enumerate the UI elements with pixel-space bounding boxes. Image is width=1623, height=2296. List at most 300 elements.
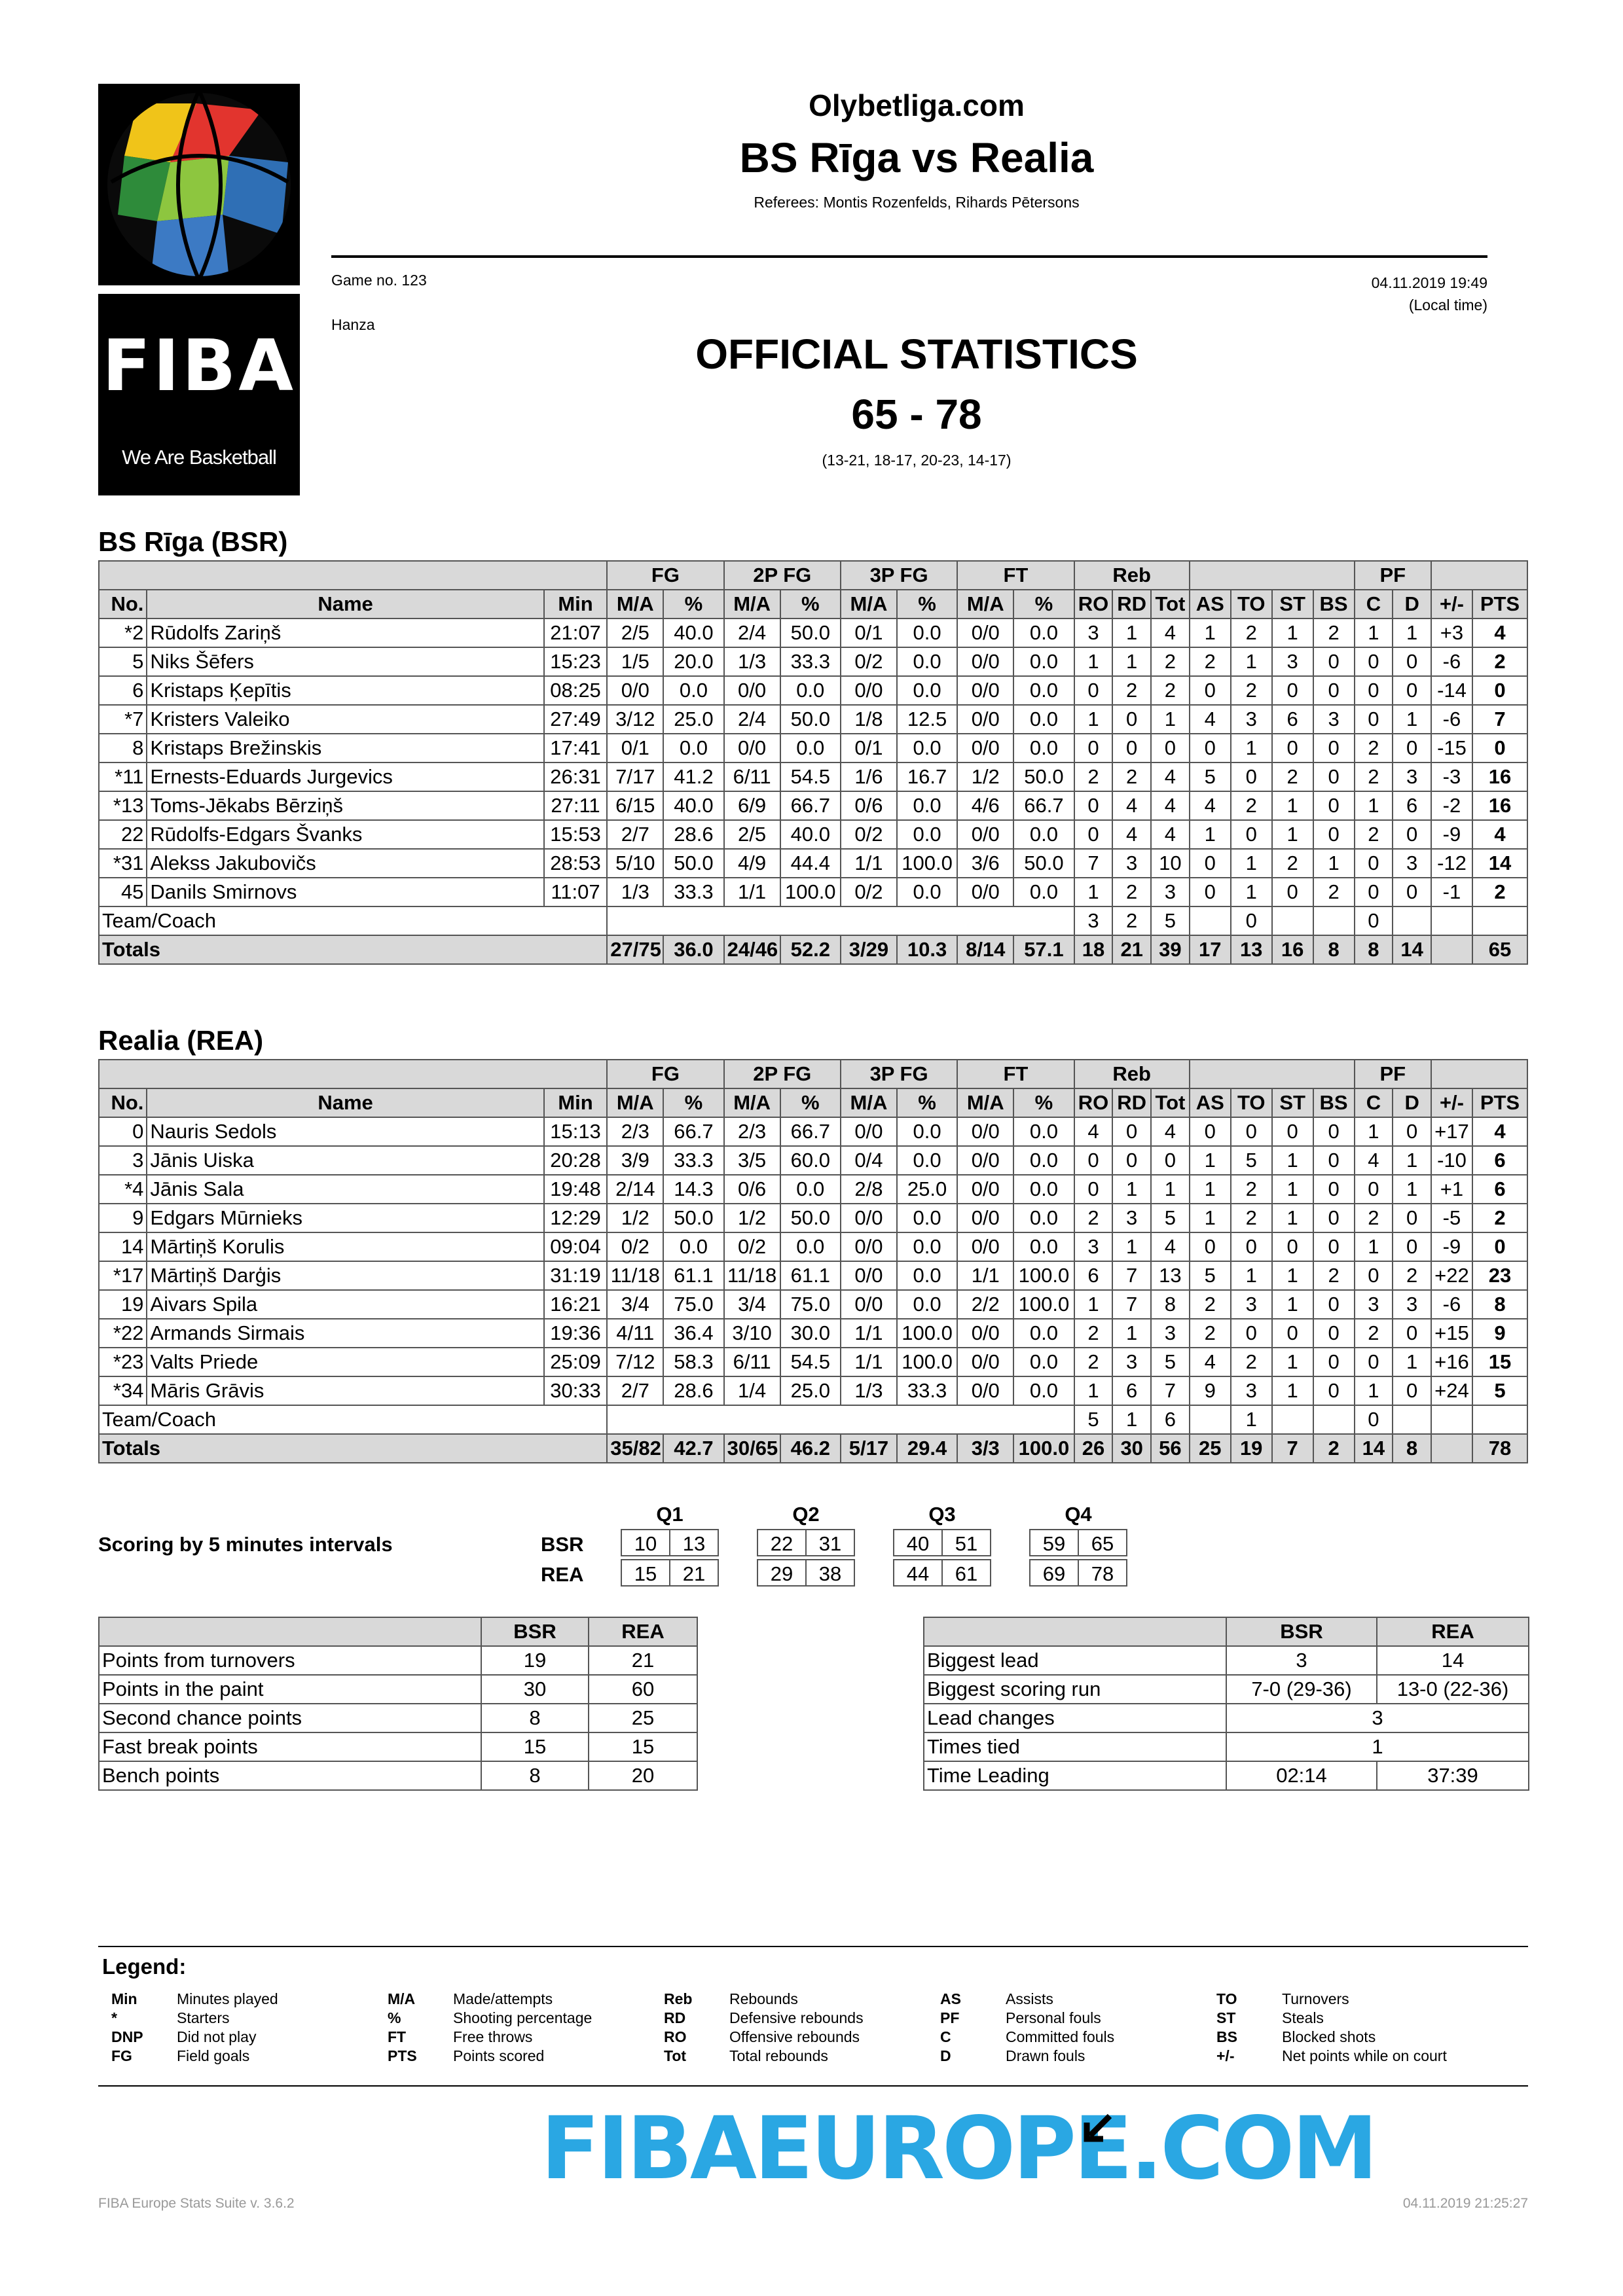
column-header: BSR	[481, 1617, 589, 1646]
2p-made-attempted: 3/10	[724, 1319, 780, 1348]
stat-row	[99, 1704, 697, 1732]
venue: Hanza	[331, 316, 375, 333]
total-turnovers: 13	[1231, 935, 1272, 964]
fouls-drawn	[1393, 1405, 1431, 1434]
2p-pct: 100.0	[780, 878, 841, 906]
player-row	[99, 1348, 1527, 1376]
player-number: *17	[99, 1261, 147, 1290]
assists: 2	[1190, 1290, 1231, 1319]
blocked-shots: 0	[1313, 1232, 1355, 1261]
defensive-rebounds: 1	[1112, 1232, 1151, 1261]
total-rebounds: 10	[1151, 849, 1190, 878]
column-header: BS	[1313, 590, 1355, 619]
player-row	[99, 676, 1527, 705]
fg-made-attempted: 1/3	[607, 878, 663, 906]
defensive-rebounds: 1	[1112, 619, 1151, 647]
player-number: 14	[99, 1232, 147, 1261]
points: 4	[1472, 619, 1527, 647]
defensive-rebounds: 1	[1112, 1319, 1151, 1348]
column-header	[99, 1617, 481, 1646]
3p-made-attempted: 1/3	[841, 1376, 897, 1405]
2p-made-attempted: 0/2	[724, 1232, 780, 1261]
steals: 1	[1272, 1146, 1313, 1175]
assists: 4	[1190, 791, 1231, 820]
player-row	[99, 791, 1527, 820]
stat-row	[924, 1732, 1529, 1761]
2p-pct: 0.0	[780, 676, 841, 705]
stat-value-rea: 37:39	[1377, 1761, 1529, 1790]
player-number: *22	[99, 1319, 147, 1348]
blocked-shots: 0	[1313, 762, 1355, 791]
ft-pct: 0.0	[1013, 647, 1074, 676]
total-rebounds: 5	[1151, 1348, 1190, 1376]
blocked-shots: 0	[1313, 791, 1355, 820]
fg-made-attempted: 2/14	[607, 1175, 663, 1204]
basketball-icon	[98, 84, 300, 285]
3p-made-attempted: 0/1	[841, 734, 897, 762]
legend-code: C	[940, 2028, 951, 2045]
2p-pct: 66.7	[780, 1117, 841, 1146]
stat-value-rea: 21	[589, 1646, 697, 1675]
total-rebounds: 5	[1151, 906, 1190, 935]
player-name: Aivars Spila	[147, 1290, 543, 1319]
points: 16	[1472, 791, 1527, 820]
fouls-drawn: 1	[1393, 1348, 1431, 1376]
stat-value-rea: 14	[1377, 1646, 1529, 1675]
fouls-committed: 3	[1355, 1290, 1393, 1319]
legend-code: TO	[1216, 1990, 1237, 2007]
stat-row	[99, 1761, 697, 1790]
min: 19:48	[544, 1175, 608, 1204]
game-datetime	[1178, 272, 1487, 316]
column-header: M/A	[724, 1088, 780, 1117]
assists: 4	[1190, 1348, 1231, 1376]
ft-pct: 50.0	[1013, 762, 1074, 791]
steals: 0	[1272, 1117, 1313, 1146]
player-row	[99, 1261, 1527, 1290]
total-rebounds: 7	[1151, 1376, 1190, 1405]
turnovers: 1	[1231, 878, 1272, 906]
header-3p: 3P FG	[841, 561, 957, 590]
header-cell	[99, 1060, 607, 1088]
ft-pct: 0.0	[1013, 1146, 1074, 1175]
player-name: Mārtiņš Korulis	[147, 1232, 543, 1261]
blocked-shots: 0	[1313, 1290, 1355, 1319]
legend-description: Minutes played	[177, 1990, 278, 2007]
points	[1472, 906, 1527, 935]
stat-value-rea: 15	[589, 1732, 697, 1761]
turnovers: 2	[1231, 676, 1272, 705]
2p-pct: 61.1	[780, 1261, 841, 1290]
plus-minus: +15	[1431, 1319, 1472, 1348]
turnovers: 0	[1231, 1232, 1272, 1261]
stat-label: Lead changes	[924, 1704, 1226, 1732]
offensive-rebounds: 7	[1074, 849, 1113, 878]
total-rebounds: 4	[1151, 619, 1190, 647]
3p-made-attempted: 1/1	[841, 849, 897, 878]
total-offensive-rebounds: 18	[1074, 935, 1113, 964]
3p-made-attempted: 0/0	[841, 1261, 897, 1290]
legend-code: FG	[111, 2047, 132, 2064]
3p-made-attempted: 0/2	[841, 878, 897, 906]
player-row	[99, 734, 1527, 762]
3p-pct: 100.0	[897, 1348, 957, 1376]
total-3p-made-attempted: 5/17	[841, 1434, 897, 1463]
column-header: M/A	[957, 1088, 1013, 1117]
points: 9	[1472, 1319, 1527, 1348]
min: 31:19	[544, 1261, 608, 1290]
player-row	[99, 1175, 1527, 1204]
header-fg: FG	[607, 561, 723, 590]
header-ft: FT	[957, 1060, 1074, 1088]
turnovers: 3	[1231, 1290, 1272, 1319]
player-number: 8	[99, 734, 147, 762]
stat-value-rea: 13-0 (22-36)	[1377, 1675, 1529, 1704]
column-header: %	[780, 1088, 841, 1117]
header-divider	[331, 255, 1487, 258]
player-row	[99, 1232, 1527, 1261]
turnovers: 0	[1231, 1117, 1272, 1146]
3p-pct: 0.0	[897, 1290, 957, 1319]
legend-description: Free throws	[453, 2028, 533, 2045]
fouls-committed: 1	[1355, 1376, 1393, 1405]
player-number: *34	[99, 1376, 147, 1405]
fg-made-attempted: 3/4	[607, 1290, 663, 1319]
fg-pct: 25.0	[663, 705, 723, 734]
total-rebounds: 2	[1151, 676, 1190, 705]
2p-made-attempted: 4/9	[724, 849, 780, 878]
steals: 0	[1272, 1319, 1313, 1348]
legend-description: Did not play	[177, 2028, 257, 2045]
fg-made-attempted: 3/9	[607, 1146, 663, 1175]
fouls-committed: 0	[1355, 1261, 1393, 1290]
assists: 0	[1190, 849, 1231, 878]
defensive-rebounds: 3	[1112, 849, 1151, 878]
total-steals: 7	[1272, 1434, 1313, 1463]
ft-pct: 66.7	[1013, 791, 1074, 820]
legend-title: Legend:	[102, 1954, 187, 1979]
fg-made-attempted: 2/3	[607, 1117, 663, 1146]
ft-made-attempted: 2/2	[957, 1290, 1013, 1319]
column-header: TO	[1231, 1088, 1272, 1117]
min: 12:29	[544, 1204, 608, 1232]
interval-team-code: REA	[541, 1563, 584, 1586]
2p-made-attempted: 0/0	[724, 734, 780, 762]
total-fg-made-attempted: 27/75	[607, 935, 663, 964]
total-fouls-committed: 14	[1355, 1434, 1393, 1463]
2p-pct: 50.0	[780, 619, 841, 647]
2p-made-attempted: 11/18	[724, 1261, 780, 1290]
blocked-shots: 2	[1313, 619, 1355, 647]
fg-made-attempted: 5/10	[607, 849, 663, 878]
3p-made-attempted: 1/8	[841, 705, 897, 734]
column-header: RO	[1074, 590, 1113, 619]
fg-pct: 50.0	[663, 849, 723, 878]
ft-pct: 0.0	[1013, 878, 1074, 906]
2p-made-attempted: 0/6	[724, 1175, 780, 1204]
player-name: Niks Šēfers	[147, 647, 543, 676]
column-header: D	[1393, 590, 1431, 619]
totals-label: Totals	[99, 1434, 607, 1463]
plus-minus: -14	[1431, 676, 1472, 705]
fouls-committed: 0	[1355, 1348, 1393, 1376]
defensive-rebounds: 2	[1112, 676, 1151, 705]
total-turnovers: 19	[1231, 1434, 1272, 1463]
assists: 5	[1190, 762, 1231, 791]
3p-pct: 16.7	[897, 762, 957, 791]
player-name: Edgars Mūrnieks	[147, 1204, 543, 1232]
min: 11:07	[544, 878, 608, 906]
ft-pct: 0.0	[1013, 619, 1074, 647]
fouls-drawn: 0	[1393, 1204, 1431, 1232]
points: 4	[1472, 820, 1527, 849]
box-score-table-bsr	[98, 560, 1528, 965]
player-name: Jānis Sala	[147, 1175, 543, 1204]
column-header: M/A	[607, 1088, 663, 1117]
total-rebounds: 1	[1151, 1175, 1190, 1204]
assists: 1	[1190, 1204, 1231, 1232]
player-name: Alekss Jakubovičs	[147, 849, 543, 878]
column-header: PTS	[1472, 1088, 1527, 1117]
defensive-rebounds: 1	[1112, 1405, 1151, 1434]
column-header: Tot	[1151, 1088, 1190, 1117]
total-fg-made-attempted: 35/82	[607, 1434, 663, 1463]
steals: 0	[1272, 878, 1313, 906]
fg-pct: 40.0	[663, 619, 723, 647]
column-header: D	[1393, 1088, 1431, 1117]
turnovers: 2	[1231, 1348, 1272, 1376]
column-header: C	[1355, 1088, 1393, 1117]
2p-pct: 33.3	[780, 647, 841, 676]
defensive-rebounds: 7	[1112, 1290, 1151, 1319]
ft-made-attempted: 1/1	[957, 1261, 1013, 1290]
player-row	[99, 1117, 1527, 1146]
min: 15:13	[544, 1117, 608, 1146]
defensive-rebounds: 2	[1112, 878, 1151, 906]
fg-made-attempted: 1/5	[607, 647, 663, 676]
column-header: M/A	[957, 590, 1013, 619]
total-rebounds: 4	[1151, 1232, 1190, 1261]
legend-code: +/-	[1216, 2047, 1235, 2064]
stat-value-rea: 60	[589, 1675, 697, 1704]
header-reb: Reb	[1074, 561, 1190, 590]
2p-made-attempted: 1/1	[724, 878, 780, 906]
2p-made-attempted: 1/2	[724, 1204, 780, 1232]
plus-minus: -6	[1431, 1290, 1472, 1319]
min: 19:36	[544, 1319, 608, 1348]
total-rebounds: 8	[1151, 1290, 1190, 1319]
ft-pct: 0.0	[1013, 1348, 1074, 1376]
3p-made-attempted: 1/1	[841, 1348, 897, 1376]
game-number: Game no. 123	[331, 272, 427, 289]
3p-pct: 0.0	[897, 878, 957, 906]
legend-code: Reb	[664, 1990, 693, 2007]
column-header: %	[780, 590, 841, 619]
points: 15	[1472, 1348, 1527, 1376]
column-header: PTS	[1472, 590, 1527, 619]
min: 17:41	[544, 734, 608, 762]
offensive-rebounds: 0	[1074, 1175, 1113, 1204]
player-name: Kristers Valeiko	[147, 705, 543, 734]
team-coach-label: Team/Coach	[99, 1405, 607, 1434]
player-number: 5	[99, 647, 147, 676]
stat-value-rea: 25	[589, 1704, 697, 1732]
player-row	[99, 1319, 1527, 1348]
fouls-drawn: 2	[1393, 1261, 1431, 1290]
points: 2	[1472, 1204, 1527, 1232]
steals: 1	[1272, 1175, 1313, 1204]
legend-code: Tot	[664, 2047, 687, 2064]
column-header: REA	[589, 1617, 697, 1646]
team-title-bsr: BS Rīga (BSR)	[98, 526, 288, 557]
fg-pct: 33.3	[663, 1146, 723, 1175]
points: 8	[1472, 1290, 1527, 1319]
total-points: 78	[1472, 1434, 1527, 1463]
fouls-drawn: 0	[1393, 878, 1431, 906]
blocked-shots: 3	[1313, 705, 1355, 734]
fg-pct: 0.0	[663, 734, 723, 762]
column-header: AS	[1190, 1088, 1231, 1117]
turnovers: 2	[1231, 1204, 1272, 1232]
total-rebounds: 13	[1151, 1261, 1190, 1290]
stat-row	[924, 1704, 1529, 1732]
fouls-drawn: 1	[1393, 619, 1431, 647]
total-plus-minus	[1431, 935, 1472, 964]
fouls-committed: 0	[1355, 647, 1393, 676]
header-row	[99, 1060, 1527, 1088]
stat-row	[99, 1732, 697, 1761]
points: 14	[1472, 849, 1527, 878]
interval-score: 29	[757, 1559, 807, 1587]
player-row	[99, 705, 1527, 734]
player-number: 0	[99, 1117, 147, 1146]
fouls-drawn	[1393, 906, 1431, 935]
column-header: C	[1355, 590, 1393, 619]
ft-made-attempted: 0/0	[957, 1319, 1013, 1348]
fouls-committed: 0	[1355, 878, 1393, 906]
player-number: *13	[99, 791, 147, 820]
plus-minus: -15	[1431, 734, 1472, 762]
interval-score: 61	[941, 1559, 991, 1587]
plus-minus: -2	[1431, 791, 1472, 820]
column-header: ST	[1272, 590, 1313, 619]
interval-score: 21	[669, 1559, 719, 1587]
fg-pct: 61.1	[663, 1261, 723, 1290]
total-fouls-drawn: 8	[1393, 1434, 1431, 1463]
stat-label: Bench points	[99, 1761, 481, 1790]
fouls-drawn: 0	[1393, 1232, 1431, 1261]
header-2p: 2P FG	[724, 1060, 841, 1088]
total-3p-pct: 10.3	[897, 935, 957, 964]
defensive-rebounds: 3	[1112, 1204, 1151, 1232]
points: 5	[1472, 1376, 1527, 1405]
2p-made-attempted: 0/0	[724, 676, 780, 705]
steals	[1272, 906, 1313, 935]
totals-row	[99, 935, 1527, 964]
fouls-committed: 0	[1355, 906, 1393, 935]
column-header: M/A	[841, 1088, 897, 1117]
stat-label: Times tied	[924, 1732, 1226, 1761]
header-cell	[1431, 561, 1527, 590]
min: 21:07	[544, 619, 608, 647]
interval-score: 69	[1029, 1559, 1079, 1587]
min: 30:33	[544, 1376, 608, 1405]
fouls-committed: 1	[1355, 1232, 1393, 1261]
fouls-committed: 2	[1355, 820, 1393, 849]
fouls-committed: 1	[1355, 791, 1393, 820]
defensive-rebounds: 1	[1112, 647, 1151, 676]
defensive-rebounds: 0	[1112, 734, 1151, 762]
stat-label: Biggest lead	[924, 1646, 1226, 1675]
3p-pct: 0.0	[897, 1261, 957, 1290]
column-header: Min	[544, 590, 608, 619]
blocked-shots: 0	[1313, 820, 1355, 849]
stat-label: Fast break points	[99, 1732, 481, 1761]
assists: 2	[1190, 647, 1231, 676]
legend-description: Turnovers	[1282, 1990, 1349, 2007]
fouls-drawn: 0	[1393, 1376, 1431, 1405]
team-coach-row	[99, 1405, 1527, 1434]
quarter-scores: (13-21, 18-17, 20-23, 14-17)	[822, 452, 1012, 469]
header-fg: FG	[607, 1060, 723, 1088]
fouls-drawn: 6	[1393, 791, 1431, 820]
2p-pct: 50.0	[780, 705, 841, 734]
stat-value-bsr: 7-0 (29-36)	[1226, 1675, 1377, 1704]
total-blocked-shots: 2	[1313, 1434, 1355, 1463]
fouls-committed: 0	[1355, 849, 1393, 878]
team-title-rea: Realia (REA)	[98, 1025, 264, 1056]
fouls-drawn: 0	[1393, 647, 1431, 676]
fg-pct: 66.7	[663, 1117, 723, 1146]
2p-pct: 50.0	[780, 1204, 841, 1232]
legend-description: Points scored	[453, 2047, 545, 2064]
interval-score: 40	[893, 1529, 943, 1556]
min: 27:49	[544, 705, 608, 734]
3p-pct: 100.0	[897, 1319, 957, 1348]
plus-minus: +1	[1431, 1175, 1472, 1204]
turnovers: 0	[1231, 906, 1272, 935]
column-header: REA	[1377, 1617, 1529, 1646]
fouls-committed: 2	[1355, 1204, 1393, 1232]
interval-score: 31	[805, 1529, 855, 1556]
ft-made-attempted: 0/0	[957, 878, 1013, 906]
3p-pct: 0.0	[897, 1232, 957, 1261]
defensive-rebounds: 4	[1112, 820, 1151, 849]
interval-score: 15	[621, 1559, 670, 1587]
fg-pct: 41.2	[663, 762, 723, 791]
ft-made-attempted: 0/0	[957, 820, 1013, 849]
interval-score: 22	[757, 1529, 807, 1556]
player-name: Kristaps Ķepītis	[147, 676, 543, 705]
column-header: %	[663, 1088, 723, 1117]
player-number: *7	[99, 705, 147, 734]
stat-value-bsr: 19	[481, 1646, 589, 1675]
total-assists: 25	[1190, 1434, 1231, 1463]
total-ft-pct: 57.1	[1013, 935, 1074, 964]
turnovers: 1	[1231, 734, 1272, 762]
legend-description: Steals	[1282, 2009, 1324, 2026]
ft-made-attempted: 0/0	[957, 1376, 1013, 1405]
points: 0	[1472, 676, 1527, 705]
player-name: Rūdolfs Zariņš	[147, 619, 543, 647]
assists: 1	[1190, 619, 1231, 647]
total-rebounds: 4	[1151, 762, 1190, 791]
scoring-intervals-label: Scoring by 5 minutes intervals	[98, 1533, 393, 1556]
empty-cell	[607, 1405, 1074, 1434]
offensive-rebounds: 2	[1074, 762, 1113, 791]
offensive-rebounds: 4	[1074, 1117, 1113, 1146]
stat-value: 1	[1226, 1732, 1529, 1761]
